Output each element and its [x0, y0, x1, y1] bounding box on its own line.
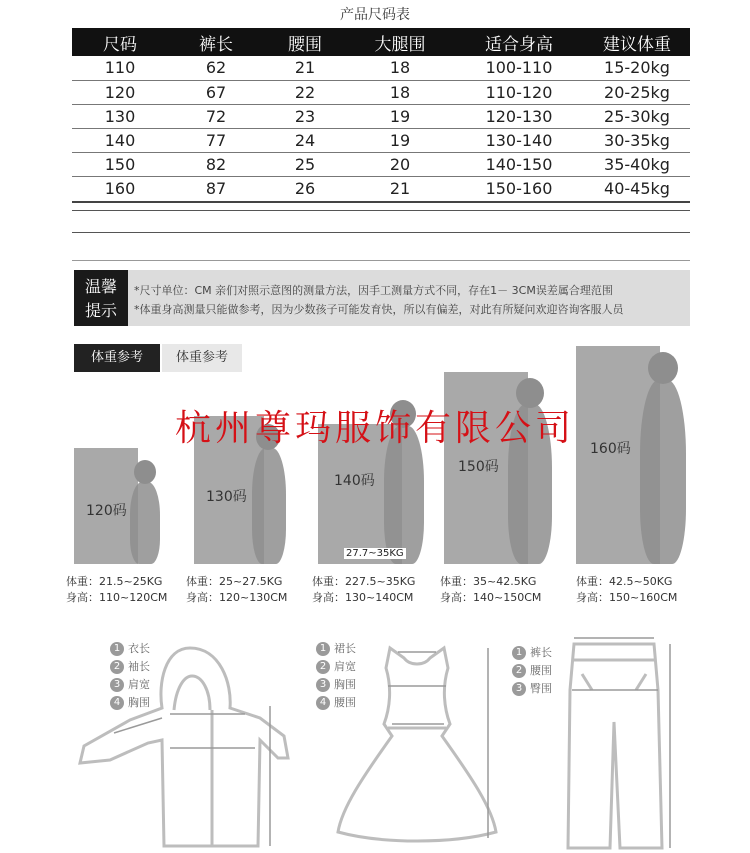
- table-cell: 150: [72, 152, 168, 176]
- tip-heading: [74, 270, 128, 326]
- legend-label: 裙长: [334, 642, 356, 655]
- circle-2-icon: 2: [316, 660, 330, 674]
- header-weight: 建议体重: [584, 28, 690, 56]
- child-silhouette-icon: [130, 482, 160, 564]
- header-size: 尺码: [72, 28, 168, 56]
- tip-box: [74, 270, 690, 326]
- page-title: 产品尺码表: [340, 7, 410, 23]
- table-cell: 26: [264, 176, 346, 202]
- jacket-legend-4: [110, 694, 150, 710]
- legend-label: 腰围: [334, 696, 356, 709]
- jacket-diagram: [70, 628, 290, 848]
- table-cell: 25-30kg: [584, 104, 690, 128]
- table-cell: 160: [72, 176, 168, 202]
- legend-label: 臀围: [530, 682, 552, 695]
- header-thigh: 大腿围: [346, 28, 454, 56]
- legend-label: 胸围: [334, 678, 356, 691]
- size-table: [72, 28, 690, 203]
- table-cell: 120-130: [454, 104, 584, 128]
- circle-4-icon: 4: [110, 696, 124, 710]
- weight-130: 体重：25~27.5KG: [186, 575, 283, 588]
- table-cell: 15-20kg: [584, 56, 690, 80]
- divider: [72, 260, 690, 261]
- table-cell: 67: [168, 80, 264, 104]
- pants-legend-3: [512, 680, 552, 696]
- circle-2-icon: 2: [110, 660, 124, 674]
- table-row: [72, 152, 690, 176]
- divider: [72, 232, 690, 233]
- table-cell: 20-25kg: [584, 80, 690, 104]
- child-silhouette-icon: [252, 448, 286, 564]
- legend-label: 腰围: [530, 664, 552, 677]
- table-cell: 130: [72, 104, 168, 128]
- table-row: [72, 176, 690, 202]
- table-cell: 19: [346, 104, 454, 128]
- tip-line-1: *尺寸单位：CM 亲们对照示意图的测量方法，因手工测量方式不同，存在1－ 3CM误差属合理范围: [134, 284, 613, 297]
- circle-3-icon: 3: [316, 678, 330, 692]
- height-140: 身高：130~140CM: [312, 591, 414, 604]
- table-cell: 20: [346, 152, 454, 176]
- divider: [72, 210, 690, 211]
- table-cell: 140-150: [454, 152, 584, 176]
- circle-3-icon: 3: [110, 678, 124, 692]
- weight-140: 体重：227.5~35KG: [312, 575, 416, 588]
- header-waist: 腰围: [264, 28, 346, 56]
- circle-1-icon: 1: [110, 642, 124, 656]
- legend-label: 肩宽: [128, 678, 150, 691]
- size-note-140: 27.7~35KG: [346, 548, 404, 559]
- legend-label: 肩宽: [334, 660, 356, 673]
- table-cell: 35-40kg: [584, 152, 690, 176]
- company-name: 杭州尊玛服饰有限公司: [174, 408, 575, 449]
- height-160: 身高：150~160CM: [576, 591, 678, 604]
- table-cell: 140: [72, 128, 168, 152]
- tab-weight-reference[interactable]: 体重参考: [162, 344, 242, 372]
- table-cell: 77: [168, 128, 264, 152]
- table-cell: 87: [168, 176, 264, 202]
- header-height: 适合身高: [454, 28, 584, 56]
- table-cell: 110-120: [454, 80, 584, 104]
- table-cell: 130-140: [454, 128, 584, 152]
- dress-legend-2: [316, 658, 356, 674]
- table-row: [72, 80, 690, 104]
- tip-heading-line1: 温馨: [84, 277, 117, 296]
- legend-label: 袖长: [128, 660, 150, 673]
- measure-lines: [114, 706, 270, 846]
- dress-legend-1: [316, 640, 356, 656]
- circle-1-icon: 1: [512, 646, 526, 660]
- circle-2-icon: 2: [512, 664, 526, 678]
- size-label-160: 160码: [590, 441, 631, 457]
- table-cell: 23: [264, 104, 346, 128]
- table-cell: 40-45kg: [584, 176, 690, 202]
- jacket-legend-2: [110, 658, 150, 674]
- table-cell: 21: [264, 56, 346, 80]
- legend-label: 衣长: [128, 642, 150, 655]
- pants-outline-icon: [568, 644, 662, 848]
- table-cell: 18: [346, 80, 454, 104]
- table-cell: 30-35kg: [584, 128, 690, 152]
- legend-label: 胸围: [128, 696, 150, 709]
- size-label-140: 140码: [334, 473, 375, 489]
- table-cell: 22: [264, 80, 346, 104]
- table-row: [72, 56, 690, 80]
- table-cell: 120: [72, 80, 168, 104]
- size-label-120: 120码: [86, 503, 127, 519]
- header-pants-length: 裤长: [168, 28, 264, 56]
- table-cell: 25: [264, 152, 346, 176]
- tip-heading-line2: 提示: [84, 301, 117, 320]
- table-header-row: [72, 28, 690, 56]
- table-cell: 62: [168, 56, 264, 80]
- table-cell: 100-110: [454, 56, 584, 80]
- table-row: [72, 104, 690, 128]
- weight-120: 体重：21.5~25KG: [66, 575, 163, 588]
- jacket-legend-1: [110, 640, 150, 656]
- table-row: [72, 128, 690, 152]
- height-120: 身高：110~120CM: [66, 591, 168, 604]
- pants-legend-2: [512, 662, 552, 678]
- legend-label: 裤长: [530, 646, 552, 659]
- height-130: 身高：120~130CM: [186, 591, 288, 604]
- tab-weight-reference-active[interactable]: 体重参考: [74, 344, 160, 372]
- height-150: 身高：140~150CM: [440, 591, 542, 604]
- dress-diagram: [332, 628, 502, 850]
- table-cell: 19: [346, 128, 454, 152]
- table-cell: 82: [168, 152, 264, 176]
- child-silhouette-icon: [134, 460, 156, 484]
- circle-4-icon: 4: [316, 696, 330, 710]
- pants-legend-1: [512, 644, 552, 660]
- table-cell: 21: [346, 176, 454, 202]
- circle-3-icon: 3: [512, 682, 526, 696]
- table-cell: 24: [264, 128, 346, 152]
- dress-legend-4: [316, 694, 356, 710]
- size-label-130: 130码: [206, 489, 247, 505]
- circle-1-icon: 1: [316, 642, 330, 656]
- weight-150: 体重：35~42.5KG: [440, 575, 537, 588]
- size-label-150: 150码: [458, 459, 499, 475]
- dress-legend-3: [316, 676, 356, 692]
- jacket-legend-3: [110, 676, 150, 692]
- table-cell: 18: [346, 56, 454, 80]
- table-cell: 72: [168, 104, 264, 128]
- measure-lines: [388, 648, 488, 838]
- table-cell: 110: [72, 56, 168, 80]
- dress-outline-icon: [338, 648, 496, 841]
- weight-160: 体重：42.5~50KG: [576, 575, 673, 588]
- table-cell: 150-160: [454, 176, 584, 202]
- tip-line-2: *体重身高测量只能做参考，因为少数孩子可能发育快，所以有偏差，对此有所疑问欢迎咨询客服人员: [134, 303, 624, 316]
